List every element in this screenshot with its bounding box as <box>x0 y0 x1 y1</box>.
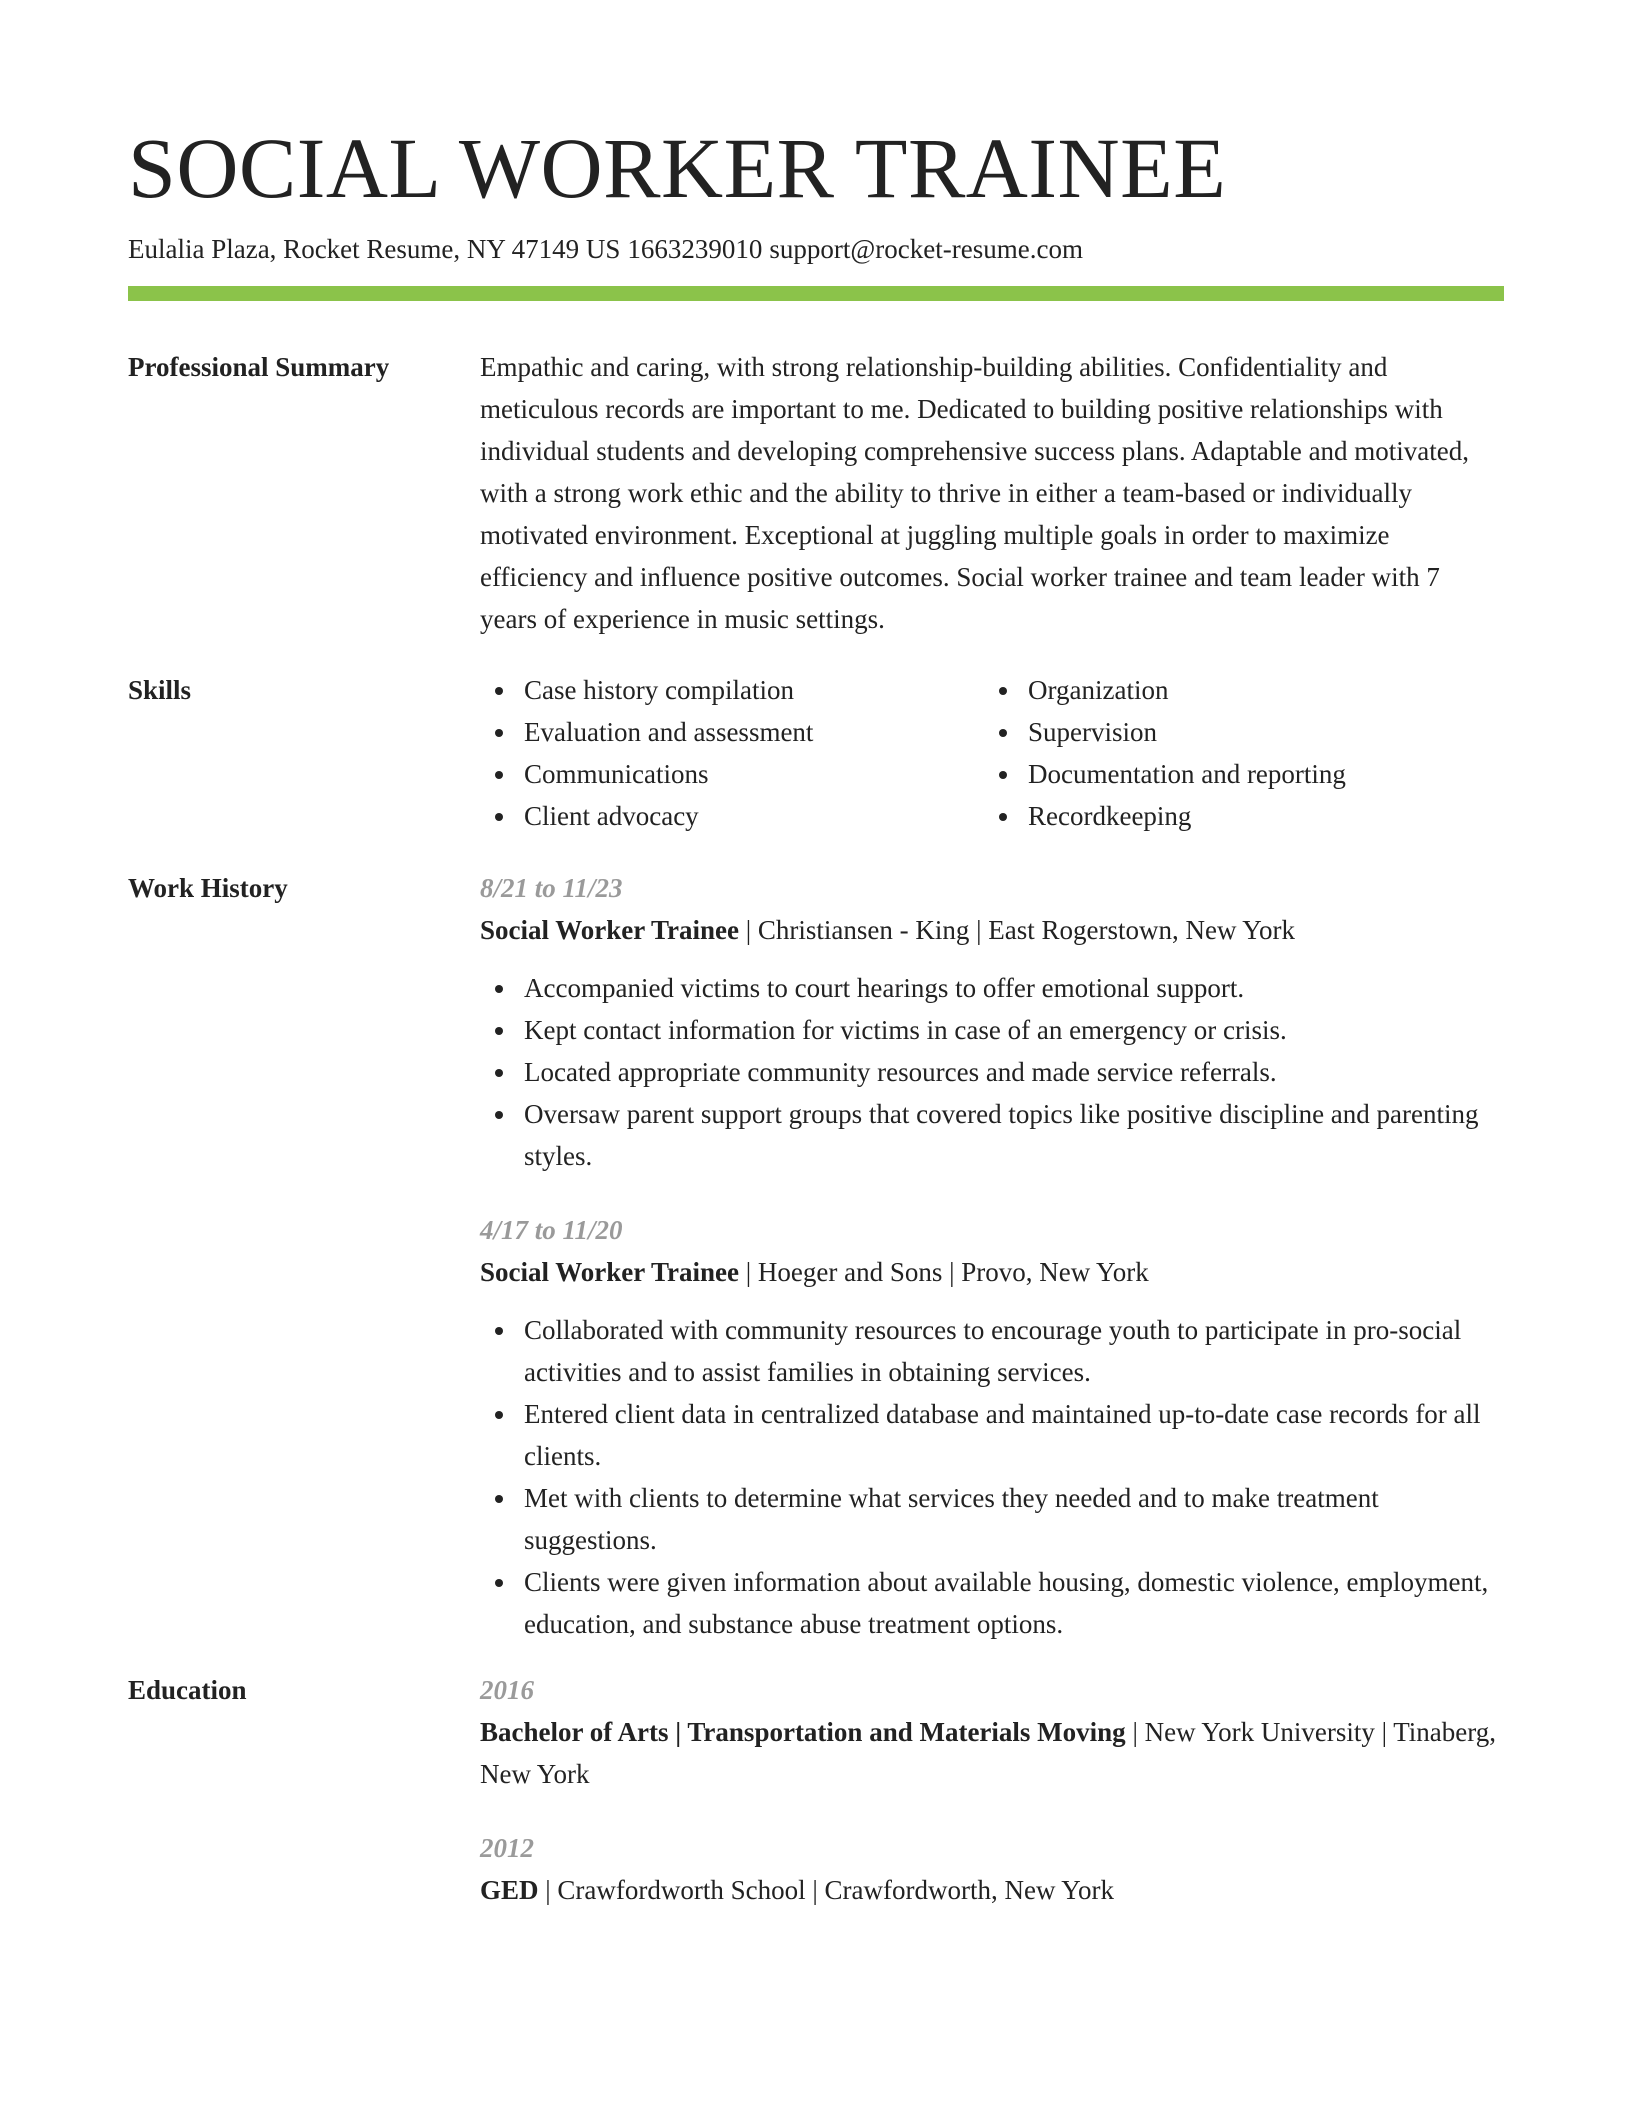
contact-phone: 1663239010 <box>627 234 763 264</box>
skill-item: Communications <box>480 753 984 795</box>
job-bullets <box>480 967 1504 1177</box>
education-entry <box>480 1669 1504 1795</box>
job-entry <box>480 867 1504 1177</box>
job-bullets <box>480 1309 1504 1645</box>
job-bullet: Collaborated with community resources to encourage youth to participate in pro-social activities and to assist families in obtaining services. <box>480 1309 1504 1393</box>
job-bullet: Met with clients to determine what services they needed and to make treatment suggestions. <box>480 1477 1504 1561</box>
job-heading <box>480 1251 1504 1293</box>
education-heading-line <box>480 1869 1504 1911</box>
summary-body <box>480 346 1504 640</box>
skill-item: Documentation and reporting <box>984 753 1488 795</box>
skill-item: Supervision <box>984 711 1488 753</box>
resume-title: SOCIAL WORKER TRAINEE <box>128 120 1227 216</box>
job-title: Social Worker Trainee <box>480 1257 739 1287</box>
job-bullet: Entered client data in centralized database and maintained up-to-date case records for all clients. <box>480 1393 1504 1477</box>
job-title: Social Worker Trainee <box>480 915 739 945</box>
education-entry <box>480 1827 1504 1911</box>
education-details: | New York University | Tinaberg, New York <box>480 1717 1497 1789</box>
job-details: | Christiansen - King | East Rogerstown, New York <box>739 915 1296 945</box>
education-heading: Education <box>128 1675 247 1705</box>
job-heading <box>480 909 1504 951</box>
job-bullet: Located appropriate community resources and made service referrals. <box>480 1051 1504 1093</box>
summary-text: Empathic and caring, with strong relationship-building abilities. Confidentiality and meticulous records are important to me. Dedicated to building positive relationships with individual students and developing comprehensive success plans. Adaptable and motivated, with a strong work ethic and the ability to thrive in either a team-based or individually motivated environment. Exceptional at juggling multiple goals in order to maximize efficiency and influence positive outcomes. Social worker trainee and team leader with 7 years of experience in music settings. <box>480 352 1470 634</box>
skills-column-2 <box>984 669 1488 837</box>
skills-column-1 <box>480 669 984 837</box>
skill-item: Client advocacy <box>480 795 984 837</box>
education-year: 2012 <box>480 1833 534 1863</box>
job-dates: 8/21 to 11/23 <box>480 873 623 903</box>
job-bullet: Accompanied victims to court hearings to offer emotional support. <box>480 967 1504 1009</box>
skill-item: Evaluation and assessment <box>480 711 984 753</box>
job-details: | Hoeger and Sons | Provo, New York <box>739 1257 1149 1287</box>
education-details: | Crawfordworth School | Crawfordworth, New York <box>538 1875 1115 1905</box>
summary-heading: Professional Summary <box>128 352 390 382</box>
education-year: 2016 <box>480 1675 534 1705</box>
education-degree: GED <box>480 1875 539 1905</box>
job-dates: 4/17 to 11/20 <box>480 1215 623 1245</box>
skill-item: Recordkeeping <box>984 795 1488 837</box>
skill-item: Organization <box>984 669 1488 711</box>
education-body <box>480 1669 1504 1911</box>
contact-line <box>128 232 1083 266</box>
job-bullet: Clients were given information about available housing, domestic violence, employment, education, and substance abuse treatment options. <box>480 1561 1504 1645</box>
skills-heading: Skills <box>128 675 192 705</box>
skill-item: Case history compilation <box>480 669 984 711</box>
work-history-heading: Work History <box>128 873 288 903</box>
job-bullet: Kept contact information for victims in case of an emergency or crisis. <box>480 1009 1504 1051</box>
job-bullet: Oversaw parent support groups that covered topics like positive discipline and parenting styles. <box>480 1093 1504 1177</box>
work-history-body <box>480 867 1504 1645</box>
skills-columns <box>480 669 1504 837</box>
header-divider <box>128 286 1504 301</box>
education-heading-line <box>480 1711 1504 1795</box>
job-entry <box>480 1209 1504 1645</box>
education-degree: Bachelor of Arts | Transportation and Materials Moving <box>480 1717 1126 1747</box>
contact-address: Eulalia Plaza, Rocket Resume, NY 47149 US <box>128 234 621 264</box>
contact-email: support@rocket-resume.com <box>769 234 1083 264</box>
